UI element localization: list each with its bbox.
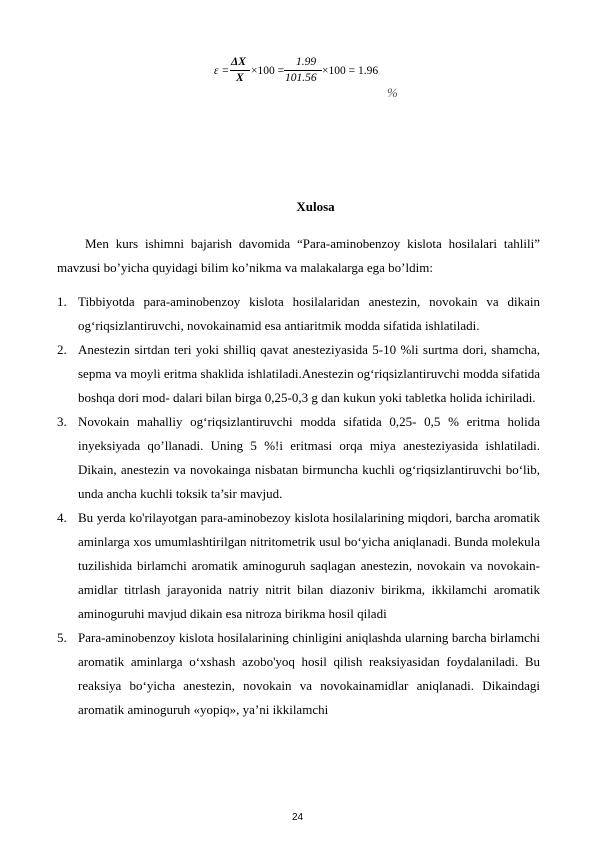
- intro-paragraph: Men kurs ishimni bajarish davomida “Para-aminobenzoy kislota hosilalari tahlili” mavzusi bo’yicha quyidagi bilim ko’nikma va malakalarga ega bo’ldim:: [57, 236, 540, 275]
- list-number: 3.: [57, 414, 67, 429]
- formula-mult-2: ×100 = 1.96: [322, 65, 379, 77]
- formula-denominator-1: X: [236, 72, 244, 84]
- list-item: [57, 290, 540, 338]
- list-item-text: Bu yerda ko'rilayotgan para-aminobezoy kislota hosilalarining miqdori, barcha aromatik aminlarga xos umumlashtirilgan nitritometrik usul bo‘yicha aniqlanadi. Bunda molekula tuzilishida birlamchi aromatik aminoguruh saqlagan anestezin, novokain va novokain-amidlar titrlash jarayonida natriy nitrit bilan diazoniv birikma, ikkilamchi aromatik aminoguruhi mavjud dikain esa nitroza birikma hosil qiladi: [78, 510, 540, 621]
- formula-numerator-2: 1.99: [296, 56, 317, 68]
- fraction-bar-2: [284, 70, 322, 71]
- list-item: [57, 338, 540, 410]
- list-item-text: Para-aminobenzoy kislota hosilalarining chinligini aniqlashda ularning barcha birlamchi aromatik aminlarga o‘xshash azobo'yoq hosil qilish reaksiyasidan foydalaniladi. Bu reaksiya bo‘yicha anestezin, novokain va novokainamidlar aniqlanadi. Dikaindagi aromatik aminoguruh «yopiq», ya’ni ikkilamchi: [78, 630, 540, 717]
- list-item: [57, 506, 540, 626]
- list-item-text: Novokain mahalliy og‘riqsizlantiruvchi modda sifatida 0,25- 0,5 % eritma holida inyeksiyada qo’llanadi. Uning 5 %!i eritmasi orqa miya anesteziyasida ishlatiladi. Dikain, anestezin va novokainga nisbatan birmuncha kuchli og‘riqsizlantiruvchi bo‘lib, unda ancha kuchli toksik ta’sir mavjud.: [78, 414, 540, 501]
- list-number: 5.: [57, 630, 67, 645]
- formula-lhs: ε =: [214, 65, 230, 77]
- formula-mult-1: ×100 =: [251, 65, 285, 77]
- page-number: 24: [291, 812, 304, 823]
- list-number: 4.: [57, 510, 67, 525]
- list-item: [57, 410, 540, 506]
- section-heading: Xulosa: [296, 199, 335, 214]
- fraction-bar-1: [230, 70, 250, 71]
- list-number: 1.: [57, 294, 67, 309]
- percent-unit: %: [387, 85, 398, 100]
- list-item-text: Anestezin sirtdan teri yoki shilliq qavat anesteziyasida 5-10 %li surtma dori, shamcha, sepma va moyli eritma shaklida ishlatiladi.Anestezin og‘riqsizlantiruvchi modda sifatida boshqa dori mod- dalari bilan birga 0,25-0,3 g dan kukun yoki tabletka holida ichiriladi.: [78, 342, 540, 405]
- list-item-text: Tibbiyotda para-aminobenzoy kislota hosilalaridan anestezin, novokain va dikain og‘riqsizlantiruvchi, novokainamid esa antiaritmik modda sifatida ishlatiladi.: [78, 294, 540, 333]
- list-item: [57, 626, 540, 722]
- conclusion-list: [57, 290, 540, 722]
- formula-numerator-1: ΔX: [231, 56, 246, 68]
- list-number: 2.: [57, 342, 67, 357]
- formula-denominator-2: 101.56: [285, 72, 317, 84]
